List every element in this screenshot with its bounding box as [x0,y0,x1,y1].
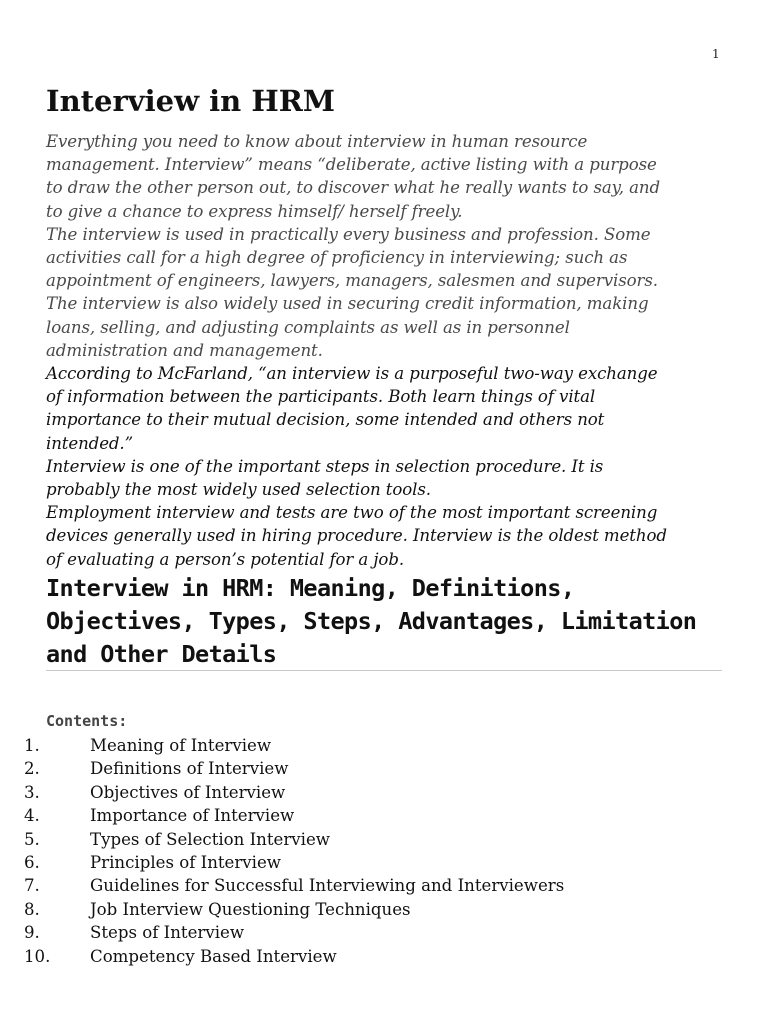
text-line: Interview is one of the important steps in selection procedure. It is [46,456,604,476]
toc-item-number: 1. [24,736,40,755]
toc-item [24,804,564,827]
toc-item-number: 6. [24,853,40,873]
table-of-contents [24,734,564,968]
text-line: to draw the other person out, to discover what he really wants to say, and [46,178,661,198]
paragraph-mcfarland-quote [46,362,736,455]
document-title: Interview in HRM [46,84,335,118]
toc-item-label: Guidelines for Successful Interviewing and Interviewers [90,876,565,896]
paragraph-definition [46,130,736,223]
heading-line: and Other Details [46,640,277,668]
toc-item [24,734,564,757]
text-line: The interview is used in practically every business and profession. Some [46,224,651,244]
toc-item-number: 9. [24,923,40,943]
text-line: management. Interview” means “deliberate, active listing with a purpose [46,155,657,175]
toc-item-number: 3. [24,782,40,802]
text-line: activities call for a high degree of proficiency in interviewing; such as [46,248,628,268]
toc-item [24,781,564,804]
text-line: importance to their mutual decision, some intended and others not [46,410,605,430]
paragraph-screening [46,501,736,571]
text-line: Employment interview and tests are two of the most important screening [46,503,658,523]
toc-item-label: Definitions of Interview [90,759,289,779]
toc-item [24,757,564,780]
toc-item-number: 7. [24,876,40,896]
text-line: devices generally used in hiring procedure. Interview is the oldest method [46,526,667,546]
toc-item-number: 5. [24,829,40,849]
toc-item-number: 10. [24,946,51,966]
text-line: of information between the participants. Both learn things of vital [46,387,596,407]
toc-item-label: Types of Selection Interview [90,829,330,849]
toc-item-label: Principles of Interview [90,853,282,873]
toc-item-label: Meaning of Interview [90,736,272,755]
text-line: probably the most widely used selection tools. [46,480,431,500]
toc-item [24,874,564,897]
toc-item-label: Job Interview Questioning Techniques [90,899,411,919]
text-line: intended.” [46,433,133,453]
section-divider [46,670,722,671]
toc-item [24,851,564,874]
text-line: administration and management. [46,340,323,360]
toc-item [24,945,564,968]
paragraph-selection-step [46,455,736,501]
page-number: 1 [712,47,720,61]
text-line: of evaluating a person’s potential for a job. [46,549,405,569]
intro-body [46,130,736,571]
text-line: According to McFarland, “an interview is a purposeful two-way exchange [46,364,658,384]
text-line: The interview is also widely used in securing credit information, making [46,294,649,314]
toc-item-label: Competency Based Interview [90,946,337,966]
toc-item-label: Objectives of Interview [90,782,286,802]
contents-label: Contents: [46,712,128,730]
heading-line: Objectives, Types, Steps, Advantages, Limitation [46,607,697,635]
toc-item-number: 8. [24,899,40,919]
toc-item-number: 2. [24,759,40,779]
toc-item-label: Steps of Interview [90,923,245,943]
toc-item-label: Importance of Interview [90,806,295,826]
text-line: Everything you need to know about interview in human resource [46,132,588,151]
toc-item [24,898,564,921]
text-line: appointment of engineers, lawyers, managers, salesmen and supervisors. [46,271,658,291]
toc-item [24,828,564,851]
heading-line: Interview in HRM: Meaning, Definitions, [46,574,575,602]
paragraph-usage [46,223,736,362]
toc-item-number: 4. [24,806,40,826]
toc-item [24,921,564,944]
text-line: to give a chance to express himself/ herself freely. [46,201,463,221]
text-line: loans, selling, and adjusting complaints as well as in personnel [46,317,570,337]
section-heading [46,572,736,671]
